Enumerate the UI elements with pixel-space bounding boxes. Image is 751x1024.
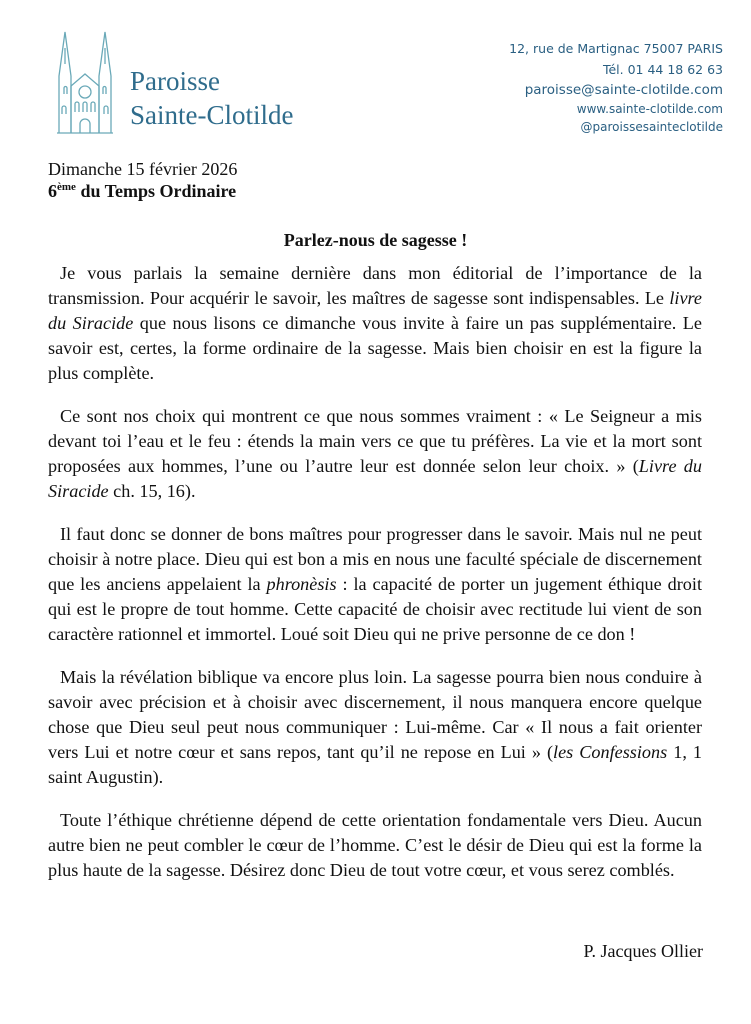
- paragraph-text: que nous lisons ce dimanche vous invite à faire un pas supplémentaire. Le savoir est, certes, la forme ordinaire de la sagesse. Mais bien choisir en est la figure la plus complète.: [48, 313, 702, 383]
- contact-address: 12, rue de Martignac 75007 PARIS: [509, 41, 723, 56]
- paragraph-italic: phronèsis: [266, 574, 337, 594]
- parish-name-line2: Sainte-Clotilde: [130, 100, 294, 130]
- liturgical-sunday: [48, 180, 236, 202]
- document-date: Dimanche 15 février 2026: [48, 159, 238, 179]
- parish-name-line1: Paroisse: [130, 66, 220, 96]
- paragraph-text: Il faut donc se donner de bons maîtres pour progresser dans le savoir. Mais nul ne peut choisir à notre place. Dieu qui est bon a mis en nous une faculté spéciale de discernement que les anciens appelaient la: [48, 524, 702, 594]
- paragraph-text: Je vous parlais la semaine dernière dans mon éditorial de l’importance de la transmission. Pour acquérir le savoir, les maîtres de sagesse sont indispensables. Le: [48, 263, 702, 308]
- parish-name: [130, 64, 293, 132]
- contact-block: [509, 38, 723, 136]
- paragraph: [48, 522, 702, 647]
- sunday-rest: du Temps Ordinaire: [75, 181, 237, 201]
- paragraph: [48, 808, 702, 883]
- paragraph: [48, 261, 702, 386]
- contact-email[interactable]: paroisse@sainte-clotilde.com: [524, 82, 723, 98]
- sunday-number: 6: [48, 181, 57, 201]
- paragraph-italic: livre du Siracide: [48, 288, 702, 333]
- editorial-body: [48, 261, 702, 901]
- paragraph-text: ch. 15, 16).: [108, 481, 196, 501]
- contact-phone: Tél. 01 44 18 62 63: [602, 62, 723, 77]
- paragraph-italic: les Confessions: [553, 742, 668, 762]
- paragraph-text: 1, 1 saint Augustin).: [48, 742, 702, 787]
- contact-website[interactable]: www.sainte-clotilde.com: [576, 102, 723, 116]
- sunday-superscript: ème: [57, 181, 76, 193]
- signature: P. Jacques Ollier: [583, 941, 703, 961]
- paragraph-text: : la capacité de porter un jugement éthique droit qui est le propre de tout homme. Cette capacité de choisir avec rectitude lui vient de son caractère rationnel et immortel. Loué soit Dieu qui ne prive personne de ce don !: [48, 574, 702, 644]
- paragraph-italic: Livre du Siracide: [48, 456, 702, 501]
- paragraph-text: Toute l’éthique chrétienne dépend de cette orientation fondamentale vers Dieu. Aucun autre bien ne peut combler le cœur de l’homme. C’est le désir de Dieu qui est la forme la plus haute de la sagesse. Désirez donc Dieu de tout votre cœur, et vous serez comblés.: [48, 810, 702, 880]
- paragraph-text: Mais la révélation biblique va encore plus loin. La sagesse pourra bien nous conduire à savoir avec précision et à choisir avec discernement, il nous manquera encore quelque chose que Dieu seul peut nous communiquer : Lui-même. Car « Il nous a fait orienter vers Lui et notre cœur et sans repos, tant qu’il ne repose en Lui » (: [48, 667, 702, 762]
- church-icon: [56, 30, 114, 134]
- contact-social: @paroissesainteclotilde: [580, 120, 723, 134]
- paragraph: [48, 404, 702, 504]
- editorial-title: Parlez-nous de sagesse !: [283, 230, 468, 250]
- paragraph: [48, 665, 702, 790]
- paragraph-text: Ce sont nos choix qui montrent ce que nous sommes vraiment : « Le Seigneur a mis devant toi l’eau et le feu : étends la main vers ce que tu préfères. La vie et la mort sont proposées aux hommes, l’une ou l’autre leur est donnée selon leur choix. » (: [48, 406, 702, 476]
